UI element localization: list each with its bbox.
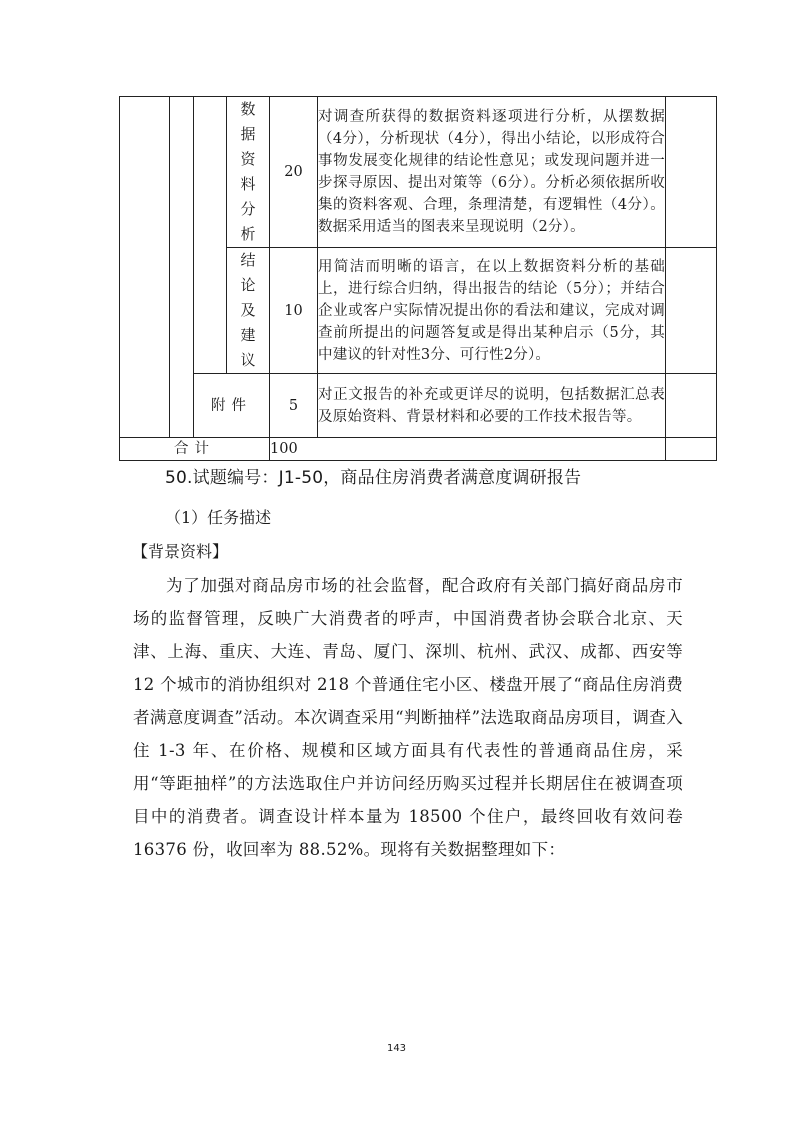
- table-cell-blank: [120, 97, 170, 438]
- description-cell: 对正文报告的补充或更详尽的说明，包括数据汇总表及原始资料、背景材料和必要的工作技术报告等。: [318, 374, 666, 438]
- scoring-table: [119, 96, 717, 461]
- table-cell-blank: [666, 97, 717, 248]
- row-label-cell: [227, 97, 270, 248]
- description-cell: 对调查所获得的数据资料逐项进行分析，从摆数据（4分），分析现状（4分），得出小结论，以形成符合事物发展变化规律的结论性意见；或发现问题并进一步探寻原因、提出对策等（6分）。分析必须依据所收集的资料客观、合理，条理清楚，有逻辑性（4分）。数据采用适当的图表来呈现说明（2分）。: [318, 97, 666, 248]
- table-row: [120, 374, 717, 438]
- row-label-conclusion: 结 论 及 建 议: [240, 251, 256, 369]
- task-heading: （1）任务描述: [165, 508, 272, 527]
- table-row-total: [120, 438, 717, 461]
- table-cell-blank: [666, 374, 717, 438]
- background-paragraph: 为了加强对商品房市场的社会监督，配合政府有关部门搞好商品房市场的监督管理，反映广大消费者的呼声，中国消费者协会联合北京、天津、上海、重庆、大连、青岛、厦门、深圳、杭州、武汉、成都、西安等 12 个城市的消协组织对 218 个普通住宅小区、楼盘开展了“商品住房消费者满意度调查”活动。本次调查采用“判断抽样”法选取商品房项目，调查入住 1-3 年、在价格、规模和区域方面具有代表性的普通商品住房，采用“等距抽样”的方法选取住户并访问经历购买过程并长期居住在被调查项目中的消费者。调查设计样本量为 18500 个住户，最终回收有效问卷 16376 份，收回率为 88.52%。现将有关数据整理如下：: [133, 576, 683, 859]
- total-label: 合计: [120, 438, 270, 461]
- page-number: 143: [386, 1043, 407, 1054]
- table-row: [120, 97, 717, 248]
- table-cell-blank: [666, 248, 717, 374]
- score-cell: 5: [270, 374, 318, 438]
- table-cell-blank: [194, 97, 227, 374]
- attachment-label: 附件: [194, 374, 270, 438]
- total-value: 100: [270, 438, 666, 461]
- score-cell: 10: [270, 248, 318, 374]
- row-label-data-analysis: 数 据 资 料 分 析: [240, 100, 256, 243]
- score-cell: 20: [270, 97, 318, 248]
- background-label: 【背景资料】: [132, 542, 229, 561]
- table-cell-blank: [666, 438, 717, 461]
- description-cell: 用简洁而明晰的语言，在以上数据资料分析的基础上，进行综合归纳，得出报告的结论（5分）；并结合企业或客户实际情况提出你的看法和建议，完成对调查前所提出的问题答复或是得出某种启示（5分，其中建议的针对性3分、可行性2分）。: [318, 248, 666, 374]
- row-label-cell: [227, 248, 270, 374]
- table-cell-blank: [170, 97, 194, 438]
- section-title: 50.试题编号：J1-50，商品住房消费者满意度调研报告: [165, 468, 582, 488]
